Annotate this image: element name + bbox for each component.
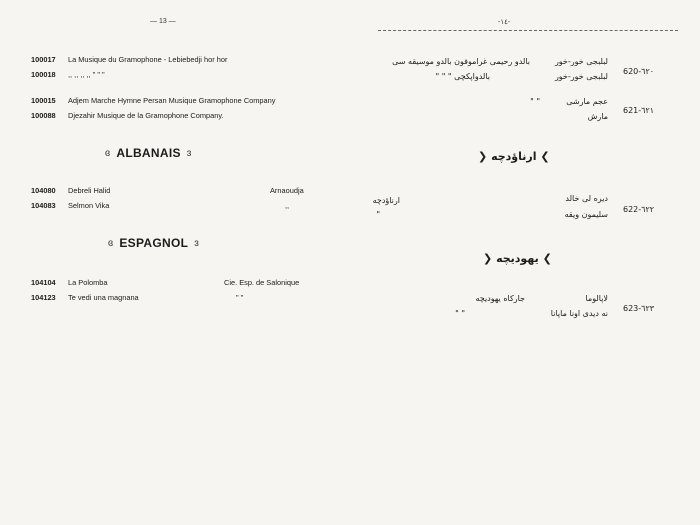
record-code: 623-٦٢٣ (623, 304, 655, 313)
record-code: 100018 (31, 70, 56, 79)
record-code: 100017 (31, 55, 56, 64)
record-title-2: سليمون ويقه (564, 210, 608, 219)
record-code: 621-٦٢١ (623, 106, 655, 115)
record-code: 100015 (31, 96, 56, 105)
record-note-1: ارناؤدچه (372, 196, 400, 205)
page-rule (378, 30, 678, 31)
ornament-left-icon: ɞ (108, 237, 114, 249)
record-note-2: " " (455, 309, 465, 318)
ornament-left-icon: ❮ (483, 252, 493, 265)
record-title: Selmon Vika (68, 201, 110, 210)
ornament-right-icon: ❯ (540, 150, 550, 163)
section-title: ALBANAIS (116, 146, 181, 160)
record-title-1: لبلبجى خور-خور (554, 57, 608, 66)
ornament-right-icon: ɜ (186, 147, 192, 159)
record-code: 622-٦٢٢ (623, 205, 655, 214)
section-heading-albanian (478, 150, 550, 163)
record-note-2: بالدواپكچى " " " (435, 72, 490, 81)
record-title: Djezahir Musique de la Gramophone Company. (68, 111, 224, 120)
record-title: Te vedi una magnana (68, 293, 139, 302)
record-title: ,, ,, ,, ,, " " " (68, 70, 105, 79)
record-title-1: لاپالوما (585, 294, 608, 303)
record-title: Adjem Marche Hymne Persan Musique Gramophone Company (68, 96, 276, 105)
section-heading-jewish (483, 252, 552, 265)
ornament-right-icon: ❯ (542, 252, 552, 265)
ornament-left-icon: ɞ (105, 147, 111, 159)
ornament-right-icon: ɜ (194, 237, 200, 249)
ornament-left-icon: ❮ (478, 150, 488, 163)
record-title-1: عجم مارشى (566, 97, 608, 106)
record-origin: Cie. Esp. de Salonique (224, 278, 300, 287)
record-note-1: " " (530, 97, 540, 106)
record-title: Debreli Halid (68, 186, 111, 195)
right-page-number: -١٤- (498, 19, 511, 26)
record-title-2: لبلبجى خور-خور (554, 72, 608, 81)
record-code: 620-٦٢٠ (623, 67, 655, 76)
record-title-1: ديره لى خالد (565, 194, 608, 203)
record-note-2: " (376, 210, 380, 219)
record-origin: Arnaoudja (270, 186, 304, 195)
right-page (350, 0, 700, 525)
record-code: 104104 (31, 278, 56, 287)
section-heading-espagnol (108, 236, 199, 250)
record-code: 104083 (31, 201, 56, 210)
record-origin: " " (236, 293, 244, 302)
record-code: 104080 (31, 186, 56, 195)
section-title: ارناؤدچه (491, 150, 537, 163)
record-code: 100088 (31, 111, 56, 120)
section-title: يهوديچه (496, 252, 539, 265)
left-page-number: — 13 — (150, 18, 176, 25)
record-code: 104123 (31, 293, 56, 302)
record-note-1: بالدو رحيمى غراموفون بالدو موسيقه سى (392, 57, 530, 66)
record-origin: ,, (285, 201, 290, 210)
record-note-1: جاركاه يهوديچه (475, 294, 525, 303)
record-title: La Polomba (68, 278, 108, 287)
record-title-2: مارش (587, 112, 608, 121)
record-title: La Musique du Gramophone - Lebiebedji hor hor (68, 55, 228, 64)
section-heading-albanais (105, 146, 192, 160)
record-title-2: نه ديدى اونا ماپانا (550, 309, 608, 318)
section-title: ESPAGNOL (119, 236, 189, 250)
